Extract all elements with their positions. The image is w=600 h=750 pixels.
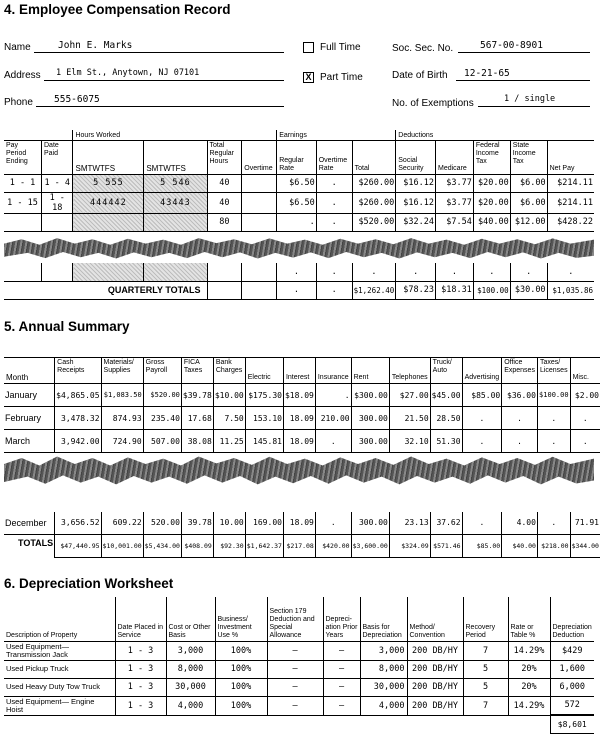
cell: 100%	[215, 678, 267, 696]
phone-label: Phone	[4, 97, 33, 108]
table-row	[4, 263, 594, 281]
cell: 4,000	[166, 696, 215, 715]
cell: —	[267, 641, 323, 660]
cell: $20.00	[473, 192, 510, 213]
col-recovery-period: Recovery Period	[463, 597, 508, 641]
cell: .	[502, 407, 538, 430]
col-month: Month	[4, 358, 55, 384]
cell: .	[315, 384, 351, 407]
cell: 14.29%	[508, 696, 550, 715]
cell: .	[547, 263, 594, 281]
cell: $40.00	[502, 535, 538, 558]
cell: 18.09	[283, 407, 315, 430]
cell: 100%	[215, 660, 267, 678]
cell: 18.09	[283, 430, 315, 453]
col-deduction: Depreciation Deduction	[550, 597, 594, 641]
table-row	[4, 192, 594, 213]
table-row	[4, 430, 600, 453]
table-row	[4, 407, 600, 430]
cell: 17.68	[181, 407, 213, 430]
cell: 10.00	[213, 512, 245, 535]
cell: 1,600	[550, 660, 594, 678]
cell: 20%	[508, 660, 550, 678]
cell: $260.00	[352, 192, 396, 213]
cell: $6.00	[510, 192, 547, 213]
address-label: Address	[4, 70, 41, 81]
cell: December	[4, 512, 55, 535]
table-row	[4, 213, 594, 231]
cell: $85.00	[462, 535, 502, 558]
cell: .	[277, 281, 317, 299]
exemptions-field[interactable]: 1 / single	[478, 94, 590, 107]
col-total-hours: Total Regular Hours	[207, 140, 242, 174]
part-time-checkbox[interactable]: X	[303, 72, 314, 83]
cell: 210.00	[315, 407, 351, 430]
col-interest: Interest	[283, 358, 315, 384]
cell: .	[352, 263, 396, 281]
cell: $571.46	[430, 535, 462, 558]
cell: 724.90	[101, 430, 143, 453]
cell	[242, 192, 277, 213]
cell: 20%	[508, 678, 550, 696]
cell: 5	[463, 678, 508, 696]
cell: 1 - 3	[115, 678, 166, 696]
col-date-placed: Date Placed in Service	[115, 597, 166, 641]
table-row	[4, 384, 600, 407]
cell: $6.50	[277, 174, 317, 192]
part-time-label: Part Time	[320, 72, 363, 83]
cell: 80	[207, 213, 242, 231]
col-week1: SMTWTFS	[73, 140, 144, 174]
cell: $18.31	[436, 281, 474, 299]
cell: $4,865.05	[55, 384, 101, 407]
cell: —	[267, 660, 323, 678]
cell: 300.00	[351, 407, 389, 430]
cell: $30.00	[510, 281, 547, 299]
cell: $1,035.86	[547, 281, 594, 299]
dob-field[interactable]: 12-21-65	[456, 68, 590, 81]
cell: .	[462, 430, 502, 453]
cell: 609.22	[101, 512, 143, 535]
cell: .	[570, 407, 600, 430]
cell: $344.00	[570, 535, 600, 558]
deductions-group: Deductions	[396, 130, 594, 140]
cell: 37.62	[430, 512, 462, 535]
cell: $520.00	[352, 213, 396, 231]
cell: 71.91	[570, 512, 600, 535]
cell: .	[316, 263, 352, 281]
cell: .	[316, 281, 352, 299]
cell: 572	[550, 696, 594, 715]
table-row	[4, 174, 594, 192]
cell: $218.00	[537, 535, 570, 558]
col-week2: SMTWTFS	[144, 140, 207, 174]
cell: $100.00	[537, 384, 570, 407]
cell: $420.00	[315, 535, 351, 558]
cell: .	[537, 512, 570, 535]
cell: 4,000	[360, 696, 407, 715]
cell: 5	[463, 660, 508, 678]
cell: $27.00	[389, 384, 430, 407]
cell: 1 - 1	[4, 174, 42, 192]
cell: $6.00	[510, 174, 547, 192]
cell: $18.09	[283, 384, 315, 407]
col-section-179: Section 179 Deduction and Special Allowance	[267, 597, 323, 641]
cell: Used Equipment— Engine Hoist	[4, 696, 115, 715]
cell: $45.00	[430, 384, 462, 407]
cell: 200 DB/HY	[407, 660, 463, 678]
section4-title: 4. Employee Compensation Record	[4, 2, 231, 17]
cell: 38.08	[181, 430, 213, 453]
col-insurance: Insurance	[315, 358, 351, 384]
cell: .	[316, 213, 352, 231]
cell: 3,000	[360, 641, 407, 660]
cell: 40	[207, 174, 242, 192]
col-federal-tax: Federal Income Tax	[473, 140, 510, 174]
cell: 14.29%	[508, 641, 550, 660]
earnings-group: Earnings	[277, 130, 396, 140]
cell	[73, 213, 144, 231]
cell: 235.40	[143, 407, 181, 430]
col-telephones: Telephones	[389, 358, 430, 384]
col-prior-years: Depreci- ation Prior Years	[323, 597, 360, 641]
table-row	[4, 660, 594, 678]
col-overtime: Overtime	[242, 140, 277, 174]
cell: 7	[463, 696, 508, 715]
cell: $20.00	[473, 174, 510, 192]
col-advertising: Advertising	[462, 358, 502, 384]
col-office-expenses: Office Expenses	[502, 358, 538, 384]
col-misc: Misc.	[570, 358, 600, 384]
col-state-tax: State Income Tax	[510, 140, 547, 174]
cell: 32.10	[389, 430, 430, 453]
cell: $92.30	[213, 535, 245, 558]
cell: $408.09	[181, 535, 213, 558]
col-materials: Materials/ Supplies	[101, 358, 143, 384]
col-bank-charges: Bank Charges	[213, 358, 245, 384]
cell: $36.00	[502, 384, 538, 407]
cell: 30,000	[360, 678, 407, 696]
cell	[4, 213, 42, 231]
cell: 1 - 3	[115, 641, 166, 660]
ssn-label: Soc. Sec. No.	[392, 43, 454, 54]
col-cost-basis: Cost or Other Basis	[166, 597, 215, 641]
full-time-checkbox[interactable]	[303, 42, 314, 53]
cell: —	[323, 678, 360, 696]
cell: 18.09	[283, 512, 315, 535]
cell: 100%	[215, 696, 267, 715]
col-pay-period: Pay Period Ending	[4, 140, 42, 174]
cell: —	[267, 678, 323, 696]
cell: 520.00	[143, 512, 181, 535]
cell: $3.77	[436, 192, 474, 213]
cell	[207, 281, 242, 299]
cell: .	[277, 213, 317, 231]
cell: 51.30	[430, 430, 462, 453]
cell: 21.50	[389, 407, 430, 430]
cell: .	[396, 263, 436, 281]
cell: .	[510, 263, 547, 281]
cell: 30,000	[166, 678, 215, 696]
cell: $16.12	[396, 192, 436, 213]
col-description: Description of Property	[4, 597, 115, 641]
cell: —	[323, 696, 360, 715]
annual-summary-table	[4, 357, 600, 558]
cell: $10,001.00	[101, 535, 143, 558]
cell: .	[537, 430, 570, 453]
cell: .	[462, 407, 502, 430]
cell: 200 DB/HY	[407, 696, 463, 715]
cell: Used Equipment— Transmission Jack	[4, 641, 115, 660]
col-rent: Rent	[351, 358, 389, 384]
cell: .	[537, 407, 570, 430]
cell: 3,656.52	[55, 512, 101, 535]
ssn-field[interactable]: 567-00-8901	[458, 40, 590, 53]
name-label: Name	[4, 42, 31, 53]
cell: 6,000	[550, 678, 594, 696]
cell: 300.00	[351, 430, 389, 453]
col-taxes-licenses: Taxes/ Licenses	[537, 358, 570, 384]
cell: 4.00	[502, 512, 538, 535]
cell: $3.77	[436, 174, 474, 192]
cell	[242, 174, 277, 192]
cell	[242, 213, 277, 231]
cell: 5 555	[73, 174, 144, 192]
cell: $5,434.00	[143, 535, 181, 558]
col-rate: Rate or Table %	[508, 597, 550, 641]
cell: 200 DB/HY	[407, 641, 463, 660]
cell: $214.11	[547, 192, 594, 213]
cell: $78.23	[396, 281, 436, 299]
col-cash-receipts: Cash Receipts	[55, 358, 101, 384]
totals-row	[4, 535, 600, 558]
cell: $40.00	[473, 213, 510, 231]
cell: .	[473, 263, 510, 281]
col-basis-depreciation: Basis for Depreciation	[360, 597, 407, 641]
cell: .	[436, 263, 474, 281]
table-row	[4, 641, 594, 660]
cell: Used Heavy Duty Tow Truck	[4, 678, 115, 696]
compensation-table	[4, 130, 594, 300]
cell: $100.00	[473, 281, 510, 299]
cell: 169.00	[245, 512, 283, 535]
cell	[242, 281, 277, 299]
cell: $7.54	[436, 213, 474, 231]
col-medicare: Medicare	[436, 140, 474, 174]
cell: 3,942.00	[55, 430, 101, 453]
col-net-pay: Net Pay	[547, 140, 594, 174]
cell: 1 - 15	[4, 192, 42, 213]
cell: Used Pickup Truck	[4, 660, 115, 678]
cell: $260.00	[352, 174, 396, 192]
cell	[144, 213, 207, 231]
address-field[interactable]: 1 Elm St., Anytown, NJ 07101	[44, 68, 284, 81]
cell	[42, 213, 73, 231]
cell: 39.78	[181, 512, 213, 535]
cell: $1,642.37	[245, 535, 283, 558]
col-truck-auto: Truck/ Auto	[430, 358, 462, 384]
table-row	[4, 678, 594, 696]
cell: $175.30	[245, 384, 283, 407]
cell: $324.09	[389, 535, 430, 558]
cell: February	[4, 407, 55, 430]
cell: $1,083.50	[101, 384, 143, 407]
cell: $429	[550, 641, 594, 660]
cell: $32.24	[396, 213, 436, 231]
cell: 7	[463, 641, 508, 660]
cell: 43443	[144, 192, 207, 213]
cell: 145.81	[245, 430, 283, 453]
cell: 28.50	[430, 407, 462, 430]
cell: .	[462, 512, 502, 535]
cell: $214.11	[547, 174, 594, 192]
cell: .	[315, 430, 351, 453]
cell: 3,000	[166, 641, 215, 660]
table-row	[4, 696, 594, 715]
exemptions-label: No. of Exemptions	[392, 98, 474, 109]
col-regular-rate: Regular Rate	[277, 140, 317, 174]
col-date-paid: Date Paid	[42, 140, 73, 174]
cell: 507.00	[143, 430, 181, 453]
cell: $10.00	[213, 384, 245, 407]
cell: $12.00	[510, 213, 547, 231]
cell: $300.00	[351, 384, 389, 407]
cell: $6.50	[277, 192, 317, 213]
depreciation-table	[4, 597, 594, 734]
col-electric: Electric	[245, 358, 283, 384]
quarterly-totals-row	[4, 281, 594, 299]
totals-label: TOTALS	[18, 538, 54, 548]
cell: $85.00	[462, 384, 502, 407]
cell: 1 - 18	[42, 192, 73, 213]
cell: .	[316, 174, 352, 192]
cell: .	[570, 430, 600, 453]
phone-field[interactable]: 555-6075	[36, 94, 284, 107]
cell: 8,000	[166, 660, 215, 678]
cell: .	[277, 263, 317, 281]
cell: 40	[207, 192, 242, 213]
cell: 153.10	[245, 407, 283, 430]
cell: —	[323, 641, 360, 660]
cell: 1 - 3	[115, 660, 166, 678]
cell: $520.00	[143, 384, 181, 407]
cell: 1 - 3	[115, 696, 166, 715]
cell: $217.08	[283, 535, 315, 558]
cell: 11.25	[213, 430, 245, 453]
col-method: Method/ Convention	[407, 597, 463, 641]
cell: 300.00	[351, 512, 389, 535]
col-social-security: Social Security	[396, 140, 436, 174]
col-gross-payroll: Gross Payroll	[143, 358, 181, 384]
cell: —	[323, 660, 360, 678]
depreciation-total-row	[4, 715, 594, 733]
cell: $39.78	[181, 384, 213, 407]
col-overtime-rate: Overtime Rate	[316, 140, 352, 174]
col-business-use: Business/ Investment Use %	[215, 597, 267, 641]
section5-title: 5. Annual Summary	[4, 319, 130, 334]
cell: 100%	[215, 641, 267, 660]
section6-title: 6. Depreciation Worksheet	[4, 576, 174, 591]
cell: .	[502, 430, 538, 453]
cell: 23.13	[389, 512, 430, 535]
table-row	[4, 512, 600, 535]
cell: March	[4, 430, 55, 453]
cell: $16.12	[396, 174, 436, 192]
dob-label: Date of Birth	[392, 70, 448, 81]
full-time-label: Full Time	[320, 42, 361, 53]
cell: $47,440.95	[55, 535, 101, 558]
cell: $428.22	[547, 213, 594, 231]
hours-worked-group: Hours Worked	[73, 130, 277, 140]
cell: 3,478.32	[55, 407, 101, 430]
quarterly-totals-label: QUARTERLY TOTALS	[4, 281, 207, 299]
name-field[interactable]: John E. Marks	[34, 40, 284, 53]
col-fica: FICA Taxes	[181, 358, 213, 384]
cell: $2.00	[570, 384, 600, 407]
cell: 7.50	[213, 407, 245, 430]
cell: $3,600.00	[351, 535, 389, 558]
cell: .	[315, 512, 351, 535]
cell: 8,000	[360, 660, 407, 678]
cell: 200 DB/HY	[407, 678, 463, 696]
cell: —	[267, 696, 323, 715]
cell: 444442	[73, 192, 144, 213]
col-total: Total	[352, 140, 396, 174]
cell: January	[4, 384, 55, 407]
cell: $1,262.40	[352, 281, 396, 299]
cell: 874.93	[101, 407, 143, 430]
cell: .	[316, 192, 352, 213]
depreciation-total: $8,601	[550, 715, 594, 733]
cell: 5 546	[144, 174, 207, 192]
cell: 1 - 4	[42, 174, 73, 192]
